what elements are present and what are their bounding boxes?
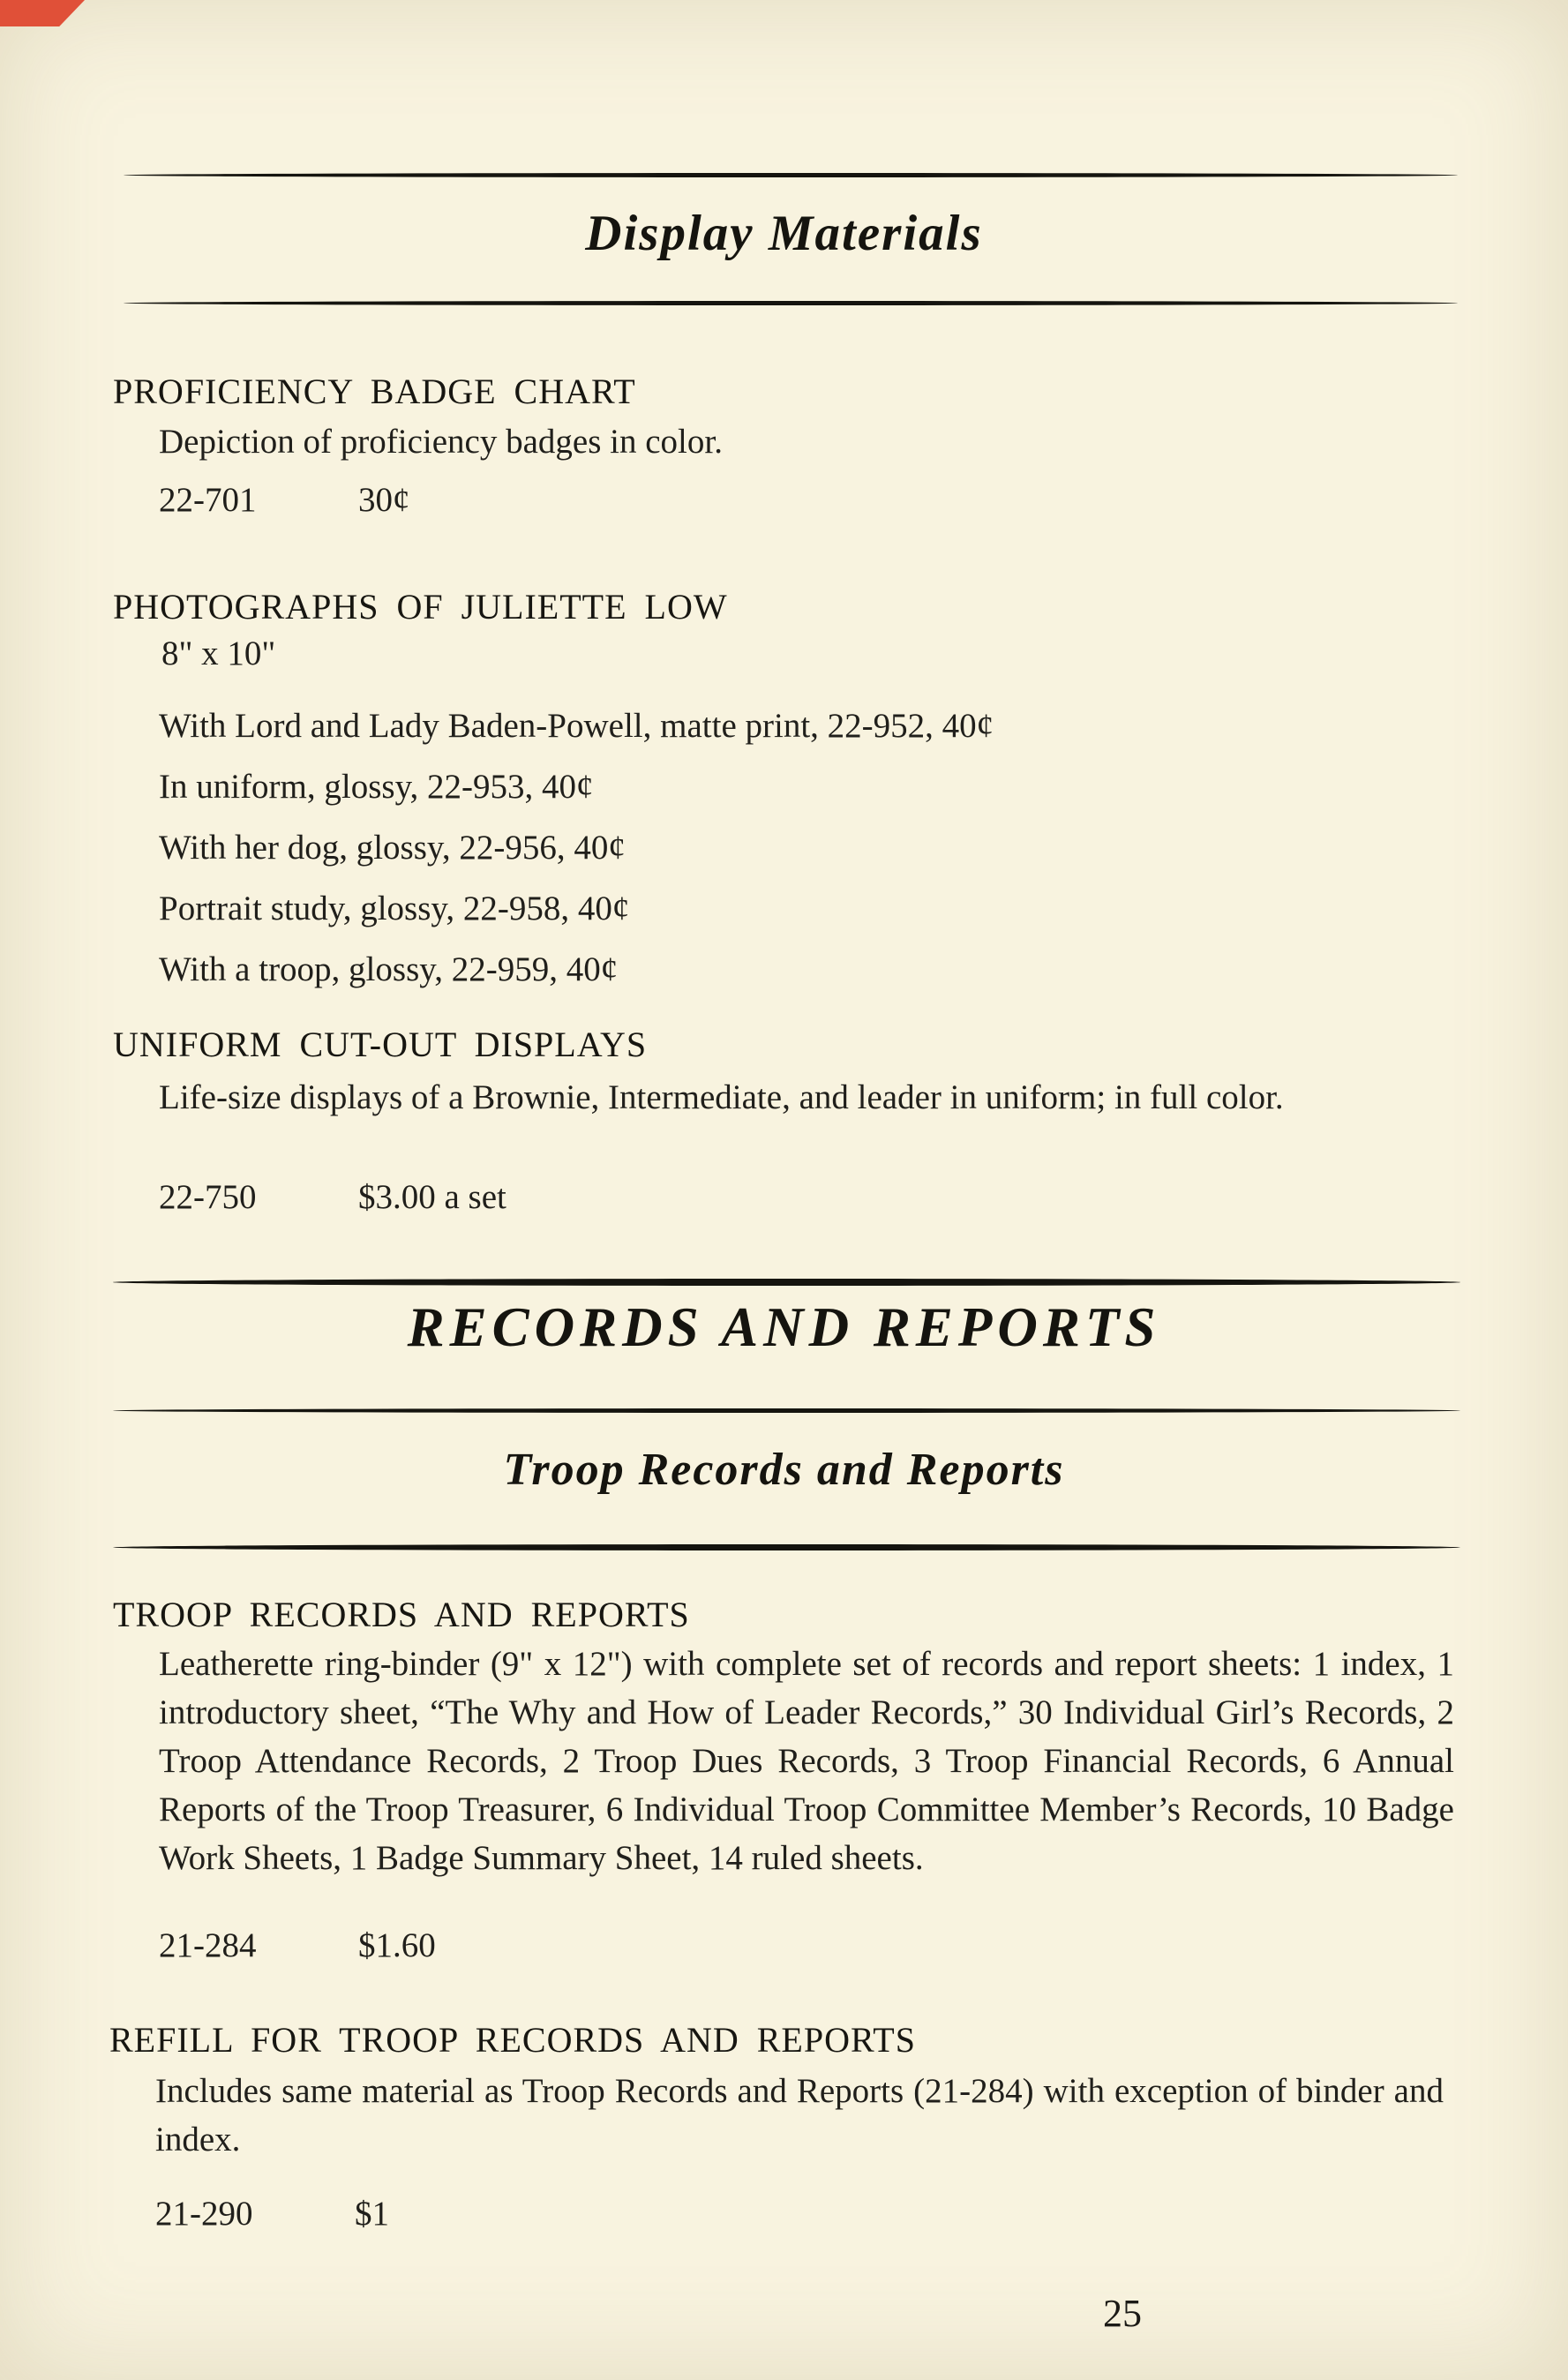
catalog-price: 30¢	[358, 481, 410, 519]
photo-list-item: With her dog, glossy, 22-956, 40¢	[159, 829, 626, 867]
photo-list-item: Portrait study, glossy, 22-958, 40¢	[159, 890, 630, 927]
catalog-price: $1.60	[358, 1926, 436, 1964]
divider-rule-heavy	[113, 1279, 1460, 1286]
catalog-code: 21-290	[155, 2195, 253, 2233]
page-number: 25	[1103, 2292, 1142, 2335]
divider-rule-top	[124, 173, 1458, 177]
catalog-code: 21-284	[159, 1926, 257, 1964]
entry-description: Life-size displays of a Brownie, Intermediate, and leader in uniform; in full color.	[159, 1078, 1284, 1116]
entry-code-price	[155, 2194, 389, 2234]
divider-rule	[113, 1408, 1460, 1413]
section-title-display-materials: Display Materials	[585, 206, 983, 261]
entry-code-price	[159, 1926, 436, 1965]
catalog-price: $3.00 a set	[358, 1178, 506, 1216]
subsection-title-troop-records: Troop Records and Reports	[503, 1445, 1065, 1495]
entry-code-price	[159, 1177, 506, 1217]
entry-heading-proficiency-badge-chart: PROFICIENCY BADGE CHART	[113, 372, 636, 411]
catalog-code: 22-750	[159, 1178, 257, 1216]
catalog-price: $1	[355, 2195, 389, 2233]
entry-heading-refill: REFILL FOR TROOP RECORDS AND REPORTS	[109, 2020, 916, 2060]
entry-size: 8" x 10"	[161, 634, 276, 672]
section-title-records-and-reports: RECORDS AND REPORTS	[407, 1296, 1161, 1358]
divider-rule-heavy	[113, 1544, 1460, 1550]
entry-description: Includes same material as Troop Records and Reports (21-284) with exception of binder and index.	[155, 2072, 1444, 2159]
photo-list-item: In uniform, glossy, 22-953, 40¢	[159, 768, 594, 806]
scan-artifact-red-corner	[0, 0, 85, 26]
entry-heading-troop-records: TROOP RECORDS AND REPORTS	[113, 1595, 690, 1634]
entry-description: Leatherette ring-binder (9" x 12") with complete set of records and report sheets: 1 index, 1 introductory sheet, “The Why and How of Leader Records,” 30 Individual Girl’s Records, 2 Troop Attendance Records, 2 Troop Dues Records, 3 Troop Financial Records, 6 Annual Reports of the Troop Treasurer, 6 Individual Troop Committee Member’s Records, 10 Badge Work Sheets, 1 Badge Summary Sheet, 14 ruled sheets.	[159, 1645, 1454, 1877]
photo-list-item: With a troop, glossy, 22-959, 40¢	[159, 950, 619, 988]
catalog-code: 22-701	[159, 481, 257, 519]
entry-code-price	[159, 480, 410, 520]
entry-heading-photographs: PHOTOGRAPHS OF JULIETTE LOW	[113, 587, 728, 627]
entry-description: Depiction of proficiency badges in color.	[159, 423, 723, 461]
photo-list-item: With Lord and Lady Baden-Powell, matte print, 22-952, 40¢	[159, 707, 994, 745]
divider-rule-under-title	[124, 301, 1458, 305]
entry-heading-uniform-cutouts: UNIFORM CUT-OUT DISPLAYS	[113, 1025, 648, 1064]
